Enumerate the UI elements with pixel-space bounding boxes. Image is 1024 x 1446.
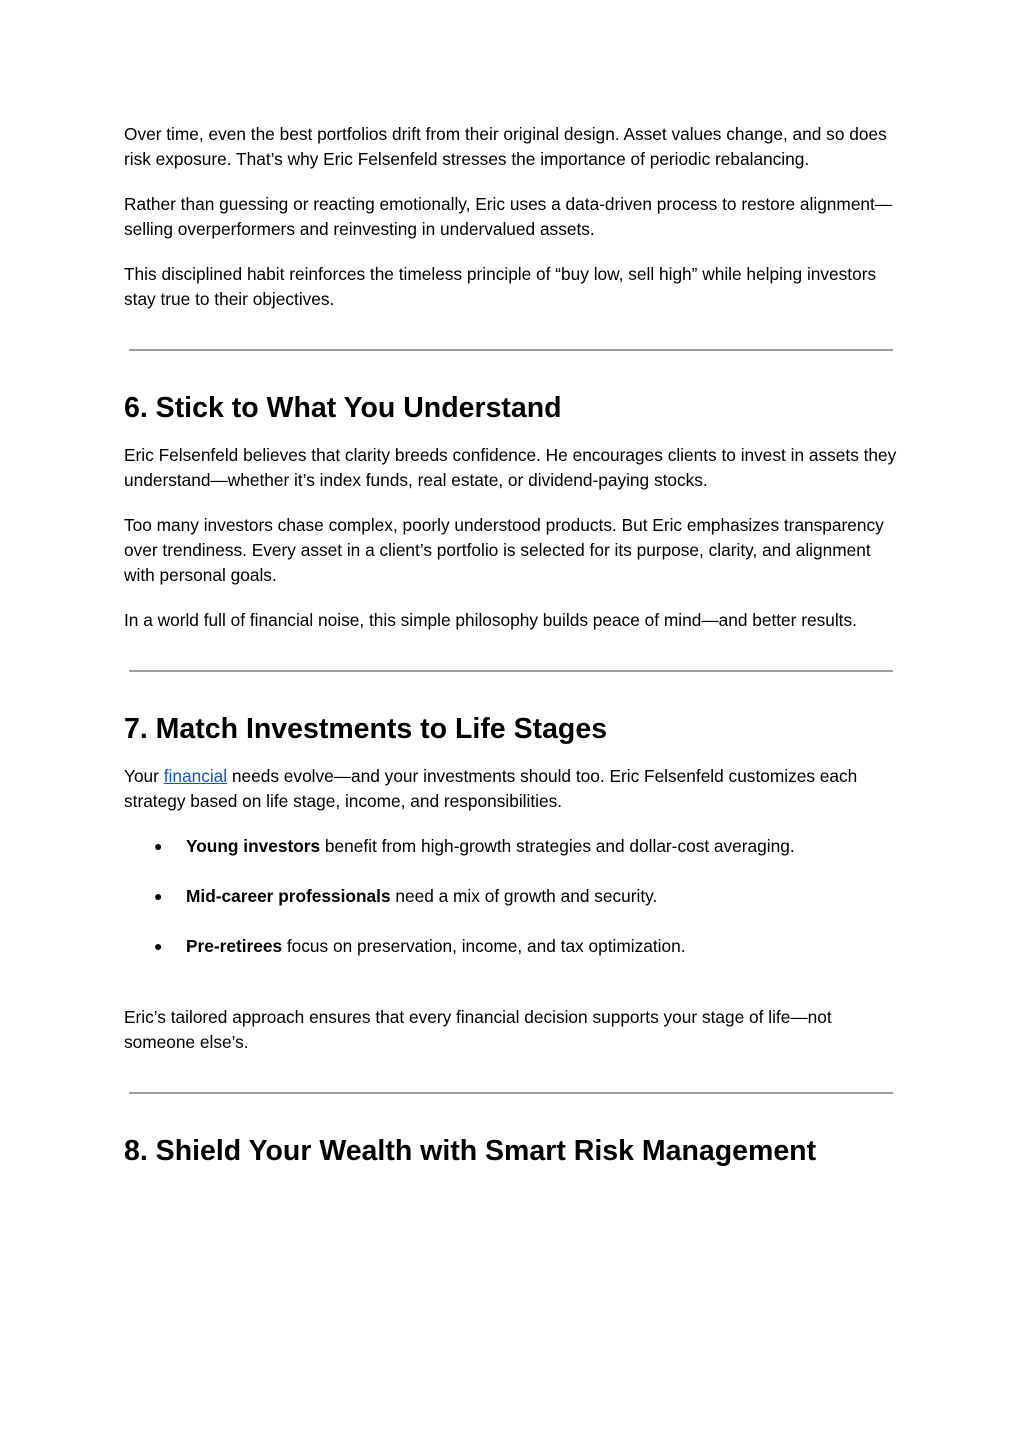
bullet-icon: ●: [154, 838, 163, 854]
paragraph: In a world full of financial noise, this simple philosophy builds peace of mind—and better results.: [124, 610, 857, 630]
paragraph-text: Your: [124, 766, 164, 786]
section-heading: 6. Stick to What You Understand: [124, 392, 562, 424]
paragraph: Over time, even the best portfolios drift from their original design. Asset values change, and so does risk exposure. That’s why Eric Felsenfeld stresses the importance of periodic rebalancing.: [124, 124, 887, 169]
life-stage-list: [124, 834, 904, 959]
list-item: [124, 884, 904, 909]
list-item-text: need a mix of growth and security.: [390, 886, 658, 906]
list-item: [124, 834, 904, 859]
list-item-text: focus on preservation, income, and tax optimization.: [282, 936, 686, 956]
list-item-text: benefit from high-growth strategies and dollar-cost averaging.: [320, 836, 795, 856]
bullet-icon: ●: [154, 888, 163, 904]
section-heading: 7. Match Investments to Life Stages: [124, 713, 608, 745]
paragraph: Too many investors chase complex, poorly understood products. But Eric emphasizes transparency over trendiness. Every asset in a client’s portfolio is selected for its purpose, clarity, and alignment with personal goals.: [124, 515, 884, 585]
bullet-icon: ●: [154, 938, 163, 954]
paragraph: Rather than guessing or reacting emotionally, Eric uses a data-driven process to restore alignment—selling overperformers and reinvesting in undervalued assets.: [124, 194, 893, 239]
list-item-bold: Pre-retirees: [186, 936, 283, 956]
document-page: [124, 122, 904, 1168]
list-item-bold: Mid-career professionals: [186, 886, 391, 906]
list-item-bold: Young investors: [186, 836, 321, 856]
section-heading: 8. Shield Your Wealth with Smart Risk Management: [124, 1135, 817, 1167]
paragraph: [124, 764, 904, 814]
paragraph: Eric Felsenfeld believes that clarity breeds confidence. He encourages clients to invest in assets they understand—whether it’s index funds, real estate, or dividend-paying stocks.: [124, 445, 897, 490]
paragraph: This disciplined habit reinforces the timeless principle of “buy low, sell high” while helping investors stay true to their objectives.: [124, 264, 877, 309]
paragraph-text: needs evolve—and your investments should too. Eric Felsenfeld customizes each strategy based on life stage, income, and responsibilities.: [124, 766, 858, 811]
paragraph: Eric’s tailored approach ensures that every financial decision supports your stage of life—not someone else’s.: [124, 1007, 832, 1052]
list-item: [124, 934, 904, 959]
financial-link[interactable]: financial: [163, 766, 228, 786]
